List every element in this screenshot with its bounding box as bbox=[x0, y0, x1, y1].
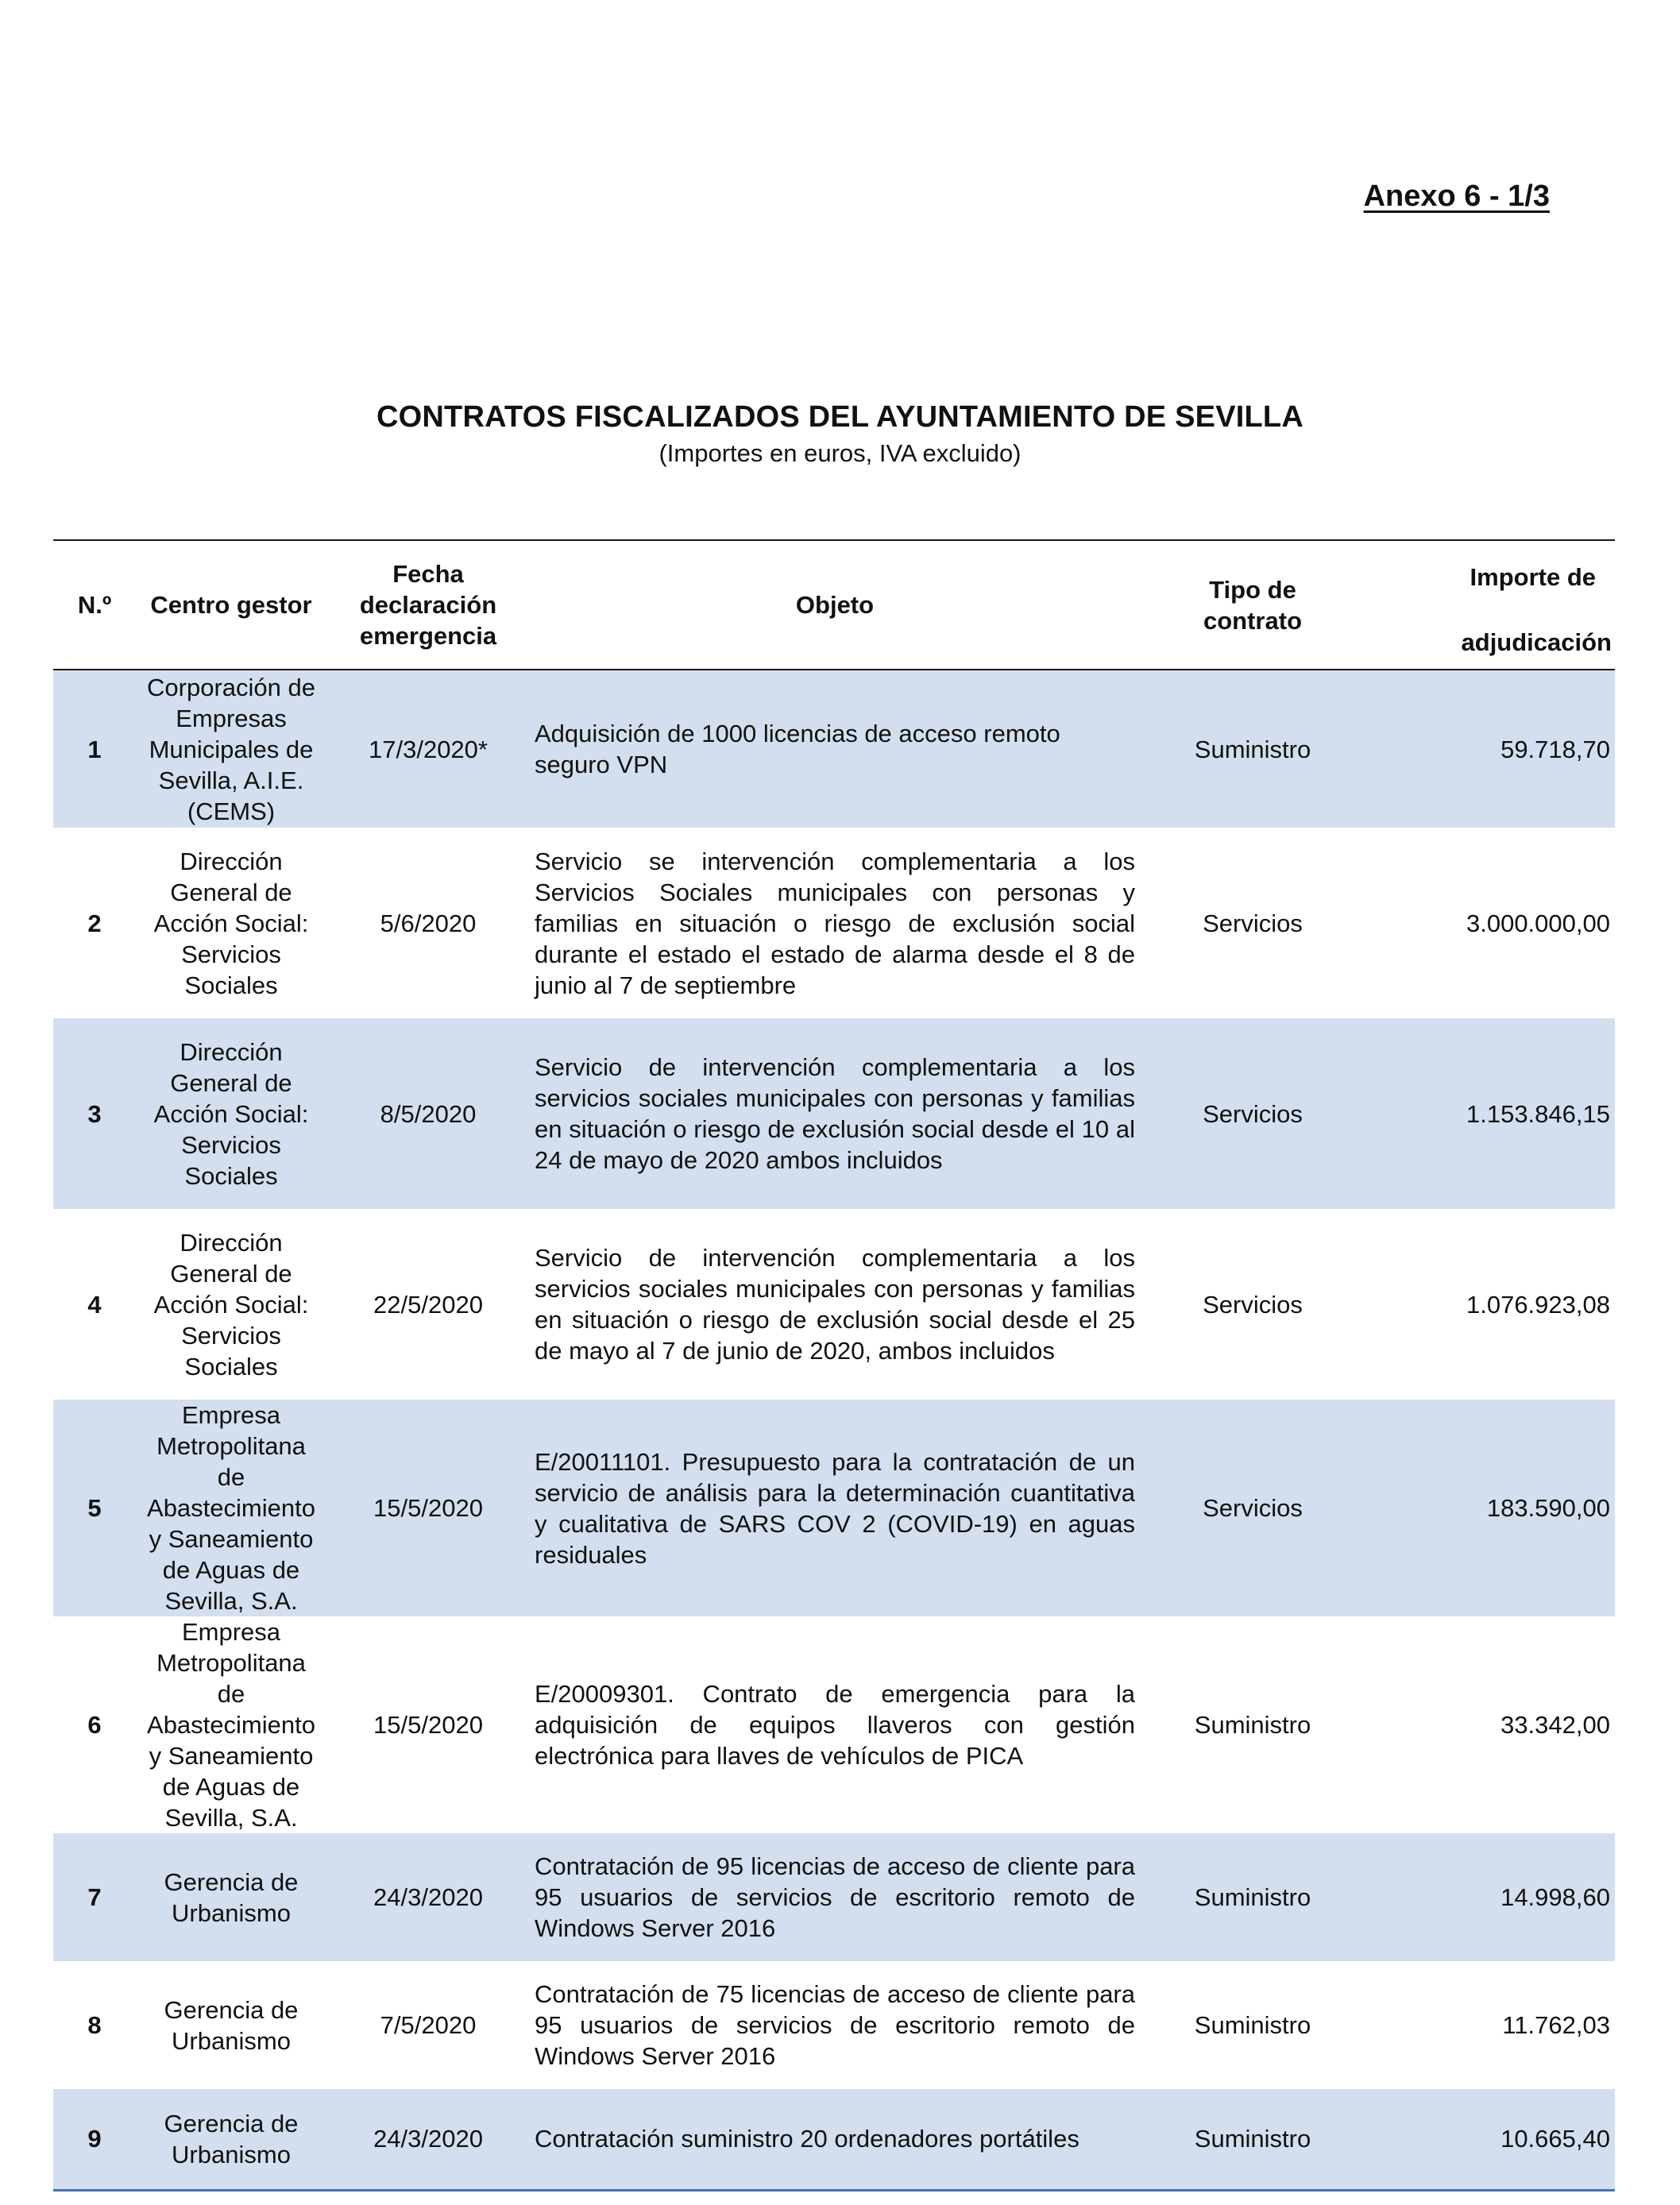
cell-centro-gestor: Gerencia de Urbanismo bbox=[164, 1867, 299, 1927]
cell-fecha: 17/3/2020* bbox=[369, 735, 488, 763]
cell-centro-gestor: Dirección General de Acción Social: Servicios Sociales bbox=[153, 847, 309, 999]
header-centro-gestor: Centro gestor bbox=[150, 591, 312, 619]
cell-importe: 183.590,00 bbox=[1486, 1494, 1610, 1522]
cell-centro-gestor: Gerencia de Urbanismo bbox=[164, 1995, 299, 2055]
cell-num: 6 bbox=[87, 1711, 102, 1739]
cell-fecha: 24/3/2020 bbox=[373, 2125, 483, 2153]
contracts-table bbox=[53, 539, 1615, 2191]
header-importe-line2: adjudicación bbox=[1461, 628, 1612, 656]
cell-fecha: 22/5/2020 bbox=[373, 1290, 483, 1319]
table-row bbox=[53, 828, 1615, 1018]
annex-label: Anexo 6 - 1/3 bbox=[1363, 180, 1550, 213]
header-num: N.º bbox=[77, 591, 112, 619]
table-row bbox=[53, 1616, 1615, 1833]
cell-fecha: 5/6/2020 bbox=[380, 909, 477, 937]
cell-importe: 10.665,40 bbox=[1500, 2125, 1610, 2153]
cell-fecha: 15/5/2020 bbox=[373, 1711, 483, 1739]
cell-tipo: Servicios bbox=[1203, 909, 1303, 937]
cell-tipo: Servicios bbox=[1203, 1290, 1303, 1319]
cell-importe: 3.000.000,00 bbox=[1466, 909, 1610, 937]
cell-fecha: 7/5/2020 bbox=[380, 2011, 477, 2039]
cell-objeto: Contratación suministro 20 ordenadores portátiles bbox=[535, 2125, 1079, 2153]
cell-num: 9 bbox=[87, 2125, 102, 2153]
cell-importe: 14.998,60 bbox=[1500, 1883, 1610, 1911]
header-objeto: Objeto bbox=[795, 591, 875, 619]
cell-importe: 1.153.846,15 bbox=[1466, 1099, 1610, 1128]
cell-num: 1 bbox=[87, 735, 102, 763]
cell-importe: 59.718,70 bbox=[1500, 735, 1610, 763]
header-importe-line1: Importe de bbox=[1470, 563, 1596, 591]
header-fecha-declaracion: Fecha declaración emergencia bbox=[359, 560, 497, 650]
cell-objeto: Contratación de 95 licencias de acceso de cliente para 95 usuarios de servicios de escritorio remoto de Windows Server 2016 bbox=[535, 1852, 1135, 1942]
cell-objeto: Servicio de intervención complementaria a los servicios sociales municipales con personas y familias en situación o riesgo de exclusión social desde el 25 de mayo al 7 de junio de 2020, ambos incluidos bbox=[535, 1244, 1135, 1365]
cell-tipo: Suministro bbox=[1194, 1883, 1311, 1911]
cell-objeto: E/20009301. Contrato de emergencia para la adquisición de equipos llaveros con gestión electrónica para llaves de vehículos de PICA bbox=[535, 1680, 1135, 1770]
table-row bbox=[53, 1833, 1615, 1961]
table-row bbox=[53, 1961, 1615, 2089]
table-header bbox=[53, 540, 1615, 670]
cell-centro-gestor: Dirección General de Acción Social: Servicios Sociales bbox=[153, 1037, 309, 1190]
cell-objeto: Adquisición de 1000 licencias de acceso remoto seguro VPN bbox=[535, 720, 1060, 778]
cell-fecha: 8/5/2020 bbox=[380, 1099, 477, 1128]
cell-tipo: Suministro bbox=[1194, 2125, 1311, 2153]
cell-objeto: Servicio de intervención complementaria a los servicios sociales municipales con personas y familias en situación o riesgo de exclusión social desde el 10 al 24 de mayo de 2020 ambos incluidos bbox=[535, 1053, 1135, 1174]
cell-tipo: Servicios bbox=[1203, 1099, 1303, 1128]
cell-objeto: Servicio se intervención complementaria a los Servicios Sociales municipales con personas y familias en situación o riesgo de exclusión social durante el estado el estado de alarma desde el 8 de junio al 7 de septiembre bbox=[535, 847, 1135, 999]
document-title: CONTRATOS FISCALIZADOS DEL AYUNTAMIENTO DE SEVILLA bbox=[377, 400, 1303, 434]
cell-objeto: E/20011101. Presupuesto para la contratación de un servicio de análisis para la determinación cuantitativa y cualitativa de SARS COV 2 (COVID-19) en aguas residuales bbox=[535, 1447, 1135, 1569]
cell-num: 7 bbox=[87, 1883, 102, 1911]
cell-fecha: 15/5/2020 bbox=[373, 1494, 483, 1522]
cell-objeto: Contratación de 75 licencias de acceso de cliente para 95 usuarios de servicios de escritorio remoto de Windows Server 2016 bbox=[535, 1980, 1135, 2070]
cell-centro-gestor: Empresa Metropolitana de Abastecimiento y Saneamiento de Aguas de Sevilla, S.A. bbox=[147, 1618, 315, 1832]
header-importe-adjudicacion bbox=[1365, 540, 1615, 670]
table-row bbox=[53, 1400, 1615, 1616]
cell-num: 8 bbox=[87, 2011, 102, 2039]
cell-tipo: Suministro bbox=[1194, 735, 1311, 763]
header-tipo-contrato: Tipo de contrato bbox=[1203, 575, 1302, 635]
cell-centro-gestor: Corporación de Empresas Municipales de Sevilla, A.I.E. (CEMS) bbox=[147, 673, 315, 825]
cell-fecha: 24/3/2020 bbox=[373, 1883, 483, 1911]
cell-num: 3 bbox=[87, 1099, 102, 1128]
cell-tipo: Suministro bbox=[1194, 1711, 1311, 1739]
table-row bbox=[53, 1018, 1615, 1209]
table-row bbox=[53, 2089, 1615, 2190]
document-subtitle: (Importes en euros, IVA excluido) bbox=[658, 439, 1022, 467]
cell-tipo: Servicios bbox=[1203, 1494, 1303, 1522]
table-row bbox=[53, 1209, 1615, 1400]
cell-num: 2 bbox=[87, 909, 102, 937]
cell-centro-gestor: Dirección General de Acción Social: Servicios Sociales bbox=[153, 1228, 309, 1381]
cell-num: 5 bbox=[87, 1494, 102, 1522]
table-body bbox=[53, 670, 1615, 2190]
table-row bbox=[53, 670, 1615, 828]
cell-importe: 33.342,00 bbox=[1500, 1711, 1610, 1739]
cell-importe: 11.762,03 bbox=[1502, 2011, 1610, 2039]
header-row bbox=[53, 540, 1615, 670]
cell-centro-gestor: Empresa Metropolitana de Abastecimiento y Saneamiento de Aguas de Sevilla, S.A. bbox=[147, 1401, 315, 1615]
cell-importe: 1.076.923,08 bbox=[1466, 1290, 1610, 1319]
cell-tipo: Suministro bbox=[1194, 2011, 1311, 2039]
cell-centro-gestor: Gerencia de Urbanismo bbox=[164, 2109, 299, 2168]
cell-num: 4 bbox=[87, 1290, 102, 1319]
